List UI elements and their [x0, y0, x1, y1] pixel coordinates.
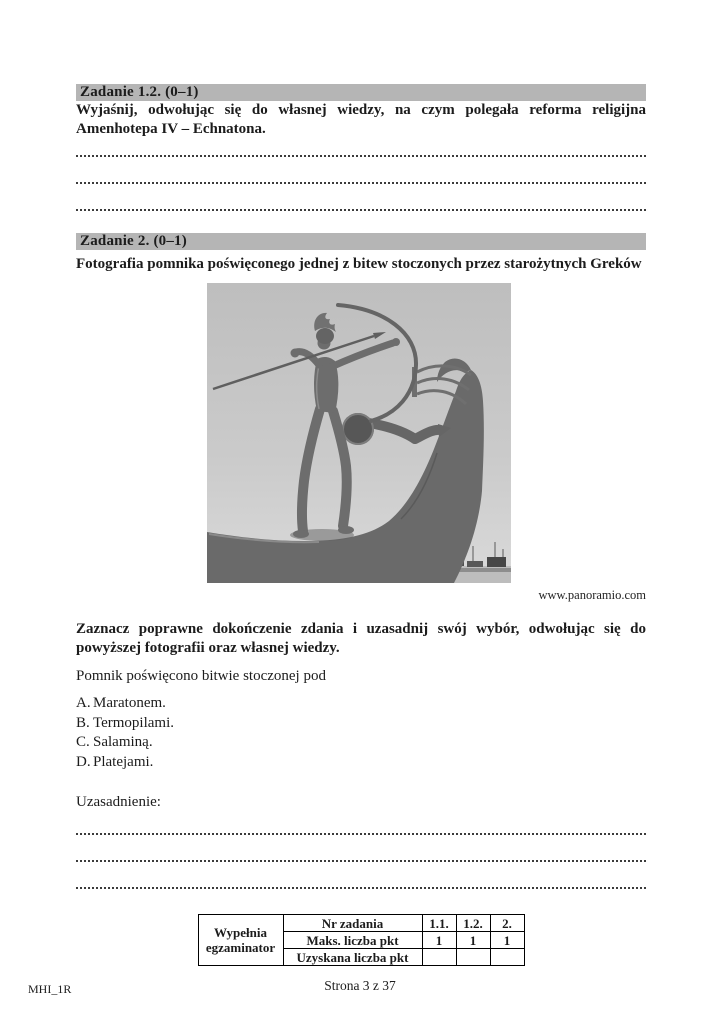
- warrior-left-foot: [293, 530, 309, 538]
- task-number-cell: 2.: [490, 915, 524, 932]
- task-number-cell: 1.1.: [422, 915, 456, 932]
- option-a-label: A.: [76, 695, 91, 711]
- option-b: [76, 714, 646, 734]
- option-b-label: B.: [76, 714, 90, 731]
- task2-instruction: [76, 620, 646, 657]
- earned-points-cell: [456, 949, 490, 966]
- justification-label: Uzasadnienie:: [76, 794, 161, 810]
- option-c: [76, 733, 646, 753]
- row-label-nr-zadania: Nr zadania: [283, 915, 422, 932]
- answer-line: [76, 862, 646, 889]
- option-a-text: Maratonem.: [93, 695, 166, 711]
- warrior-left-hand: [291, 349, 300, 358]
- section-gap: [76, 211, 646, 233]
- page-number: Strona 3 z 37: [324, 978, 396, 993]
- task1-body-line1: Wyjaśnij, odwołując się do własnej wiedzy, na czym polegała reforma religijna: [76, 102, 646, 118]
- task2-instruction-line2: powyższej fotografii oraz własnej wiedzy.: [76, 639, 340, 656]
- row-label-uzyskana-pkt: Uzyskana liczba pkt: [283, 949, 422, 966]
- warrior-helmet: [316, 328, 334, 344]
- task2-instruction-line1: Zaznacz poprawne dokończenie zdania i uzasadnij swój wybór, odwołując się do: [76, 621, 646, 637]
- option-d: [76, 753, 646, 773]
- warrior-right-foot: [338, 526, 354, 534]
- max-points-cell: 1: [456, 932, 490, 949]
- option-d-text: Platejami.: [93, 753, 154, 770]
- row-label-maks-pkt: Maks. liczba pkt: [283, 932, 422, 949]
- exam-sheet-code: MHI_1R: [28, 982, 72, 996]
- examiner-table-left-header: Wypełnia egzaminator: [198, 915, 283, 966]
- task2-stem: Pomnik poświęcono bitwie stoczonej pod: [76, 668, 326, 684]
- answer-line: [76, 140, 646, 157]
- task-number-cell: 1.2.: [456, 915, 490, 932]
- answer-line: [76, 811, 646, 835]
- earned-points-cell: [490, 949, 524, 966]
- examiner-table: [198, 914, 525, 966]
- table-row: [198, 915, 524, 932]
- option-a: [76, 694, 646, 714]
- task2-header-bar: Zadanie 2. (0–1): [76, 233, 646, 250]
- max-points-cell: 1: [422, 932, 456, 949]
- monument-photo-graphic: [207, 283, 511, 583]
- top-margin: [76, 0, 646, 84]
- option-c-label: C.: [76, 734, 90, 750]
- task1-header-bar: Zadanie 1.2. (0–1): [76, 84, 646, 101]
- answer-line: [76, 184, 646, 211]
- answer-line: [76, 835, 646, 862]
- option-b-text: Termopilami.: [93, 714, 175, 731]
- option-d-label: D.: [76, 753, 91, 770]
- earned-points-cell: [422, 949, 456, 966]
- task2-intro: Fotografia pomnika poświęconego jednej z bitew stoczonych przez starożytnych Greków: [76, 256, 642, 272]
- max-points-cell: 1: [490, 932, 524, 949]
- answer-line: [76, 157, 646, 184]
- task1-body-line2: Amenhotepa IV – Echnatona.: [76, 120, 266, 137]
- warrior-right-hand: [392, 338, 400, 346]
- page-content: [76, 0, 646, 966]
- monument-photo: [207, 283, 511, 583]
- task1-body: [76, 101, 646, 138]
- answer-options: [76, 694, 646, 772]
- option-c-text: Salaminą.: [93, 734, 153, 750]
- photo-caption: www.panoramio.com: [538, 588, 646, 602]
